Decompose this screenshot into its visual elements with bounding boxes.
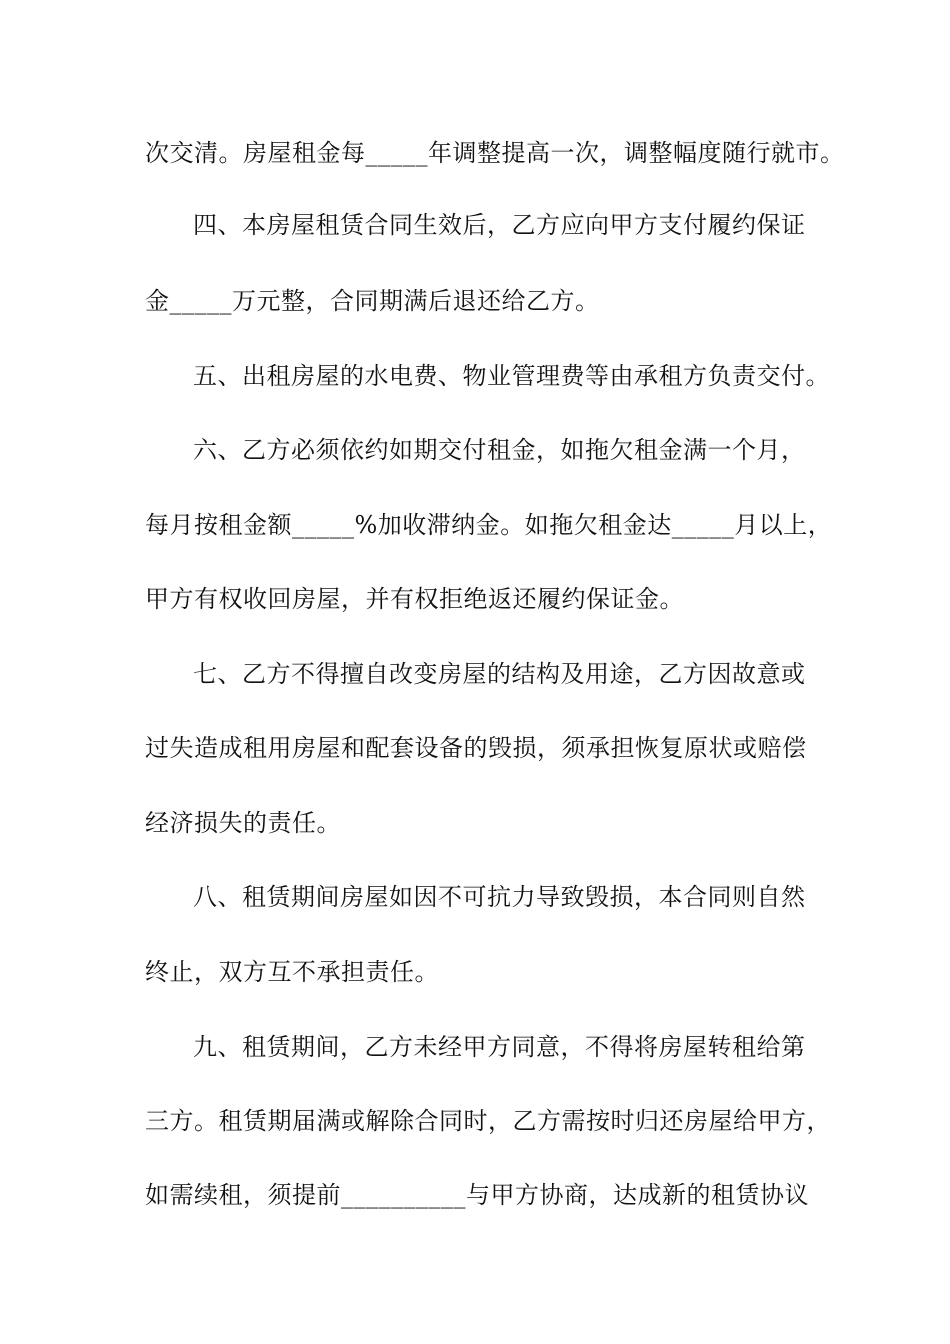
clause-4-line-2: 金_____万元整，合同期满后退还给乙方。 bbox=[145, 287, 600, 315]
clause-4-line-1: 四、本房屋租赁合同生效后，乙方应向甲方支付履约保证 bbox=[193, 211, 806, 239]
clause-6-line-2: 每月按租金额_____%加收滞纳金。如拖欠租金达_____月以上， bbox=[145, 511, 833, 539]
clause-5-line-1: 五、出租房屋的水电费、物业管理费等由承租方负责交付。 bbox=[193, 362, 830, 390]
clause-6-line-3: 甲方有权收回房屋，并有权拒绝返还履约保证金。 bbox=[145, 585, 684, 613]
clause-9-line-1: 九、租赁期间，乙方未经甲方同意，不得将房屋转租给第 bbox=[193, 1033, 806, 1061]
clause-8-line-1: 八、租赁期间房屋如因不可抗力导致毁损，本合同则自然 bbox=[193, 883, 806, 911]
clause-7-line-2: 过失造成租用房屋和配套设备的毁损，须承担恢复原状或赔偿 bbox=[145, 734, 807, 762]
clause-9-line-3: 如需续租，须提前__________与甲方协商，达成新的租赁协议 bbox=[145, 1181, 809, 1209]
clause-6-line-1: 六、乙方必须依约如期交付租金，如拖欠租金满一个月， bbox=[193, 436, 806, 464]
text-line-1: 次交清。房屋租金每_____年调整提高一次，调整幅度随行就市。 bbox=[145, 139, 845, 167]
clause-7-line-3: 经济损失的责任。 bbox=[145, 809, 341, 837]
clause-8-line-2: 终止，双方互不承担责任。 bbox=[145, 958, 439, 986]
clause-7-line-1: 七、乙方不得擅自改变房屋的结构及用途，乙方因故意或 bbox=[193, 660, 806, 688]
clause-9-line-2: 三方。租赁期届满或解除合同时，乙方需按时归还房屋给甲方， bbox=[145, 1107, 831, 1135]
